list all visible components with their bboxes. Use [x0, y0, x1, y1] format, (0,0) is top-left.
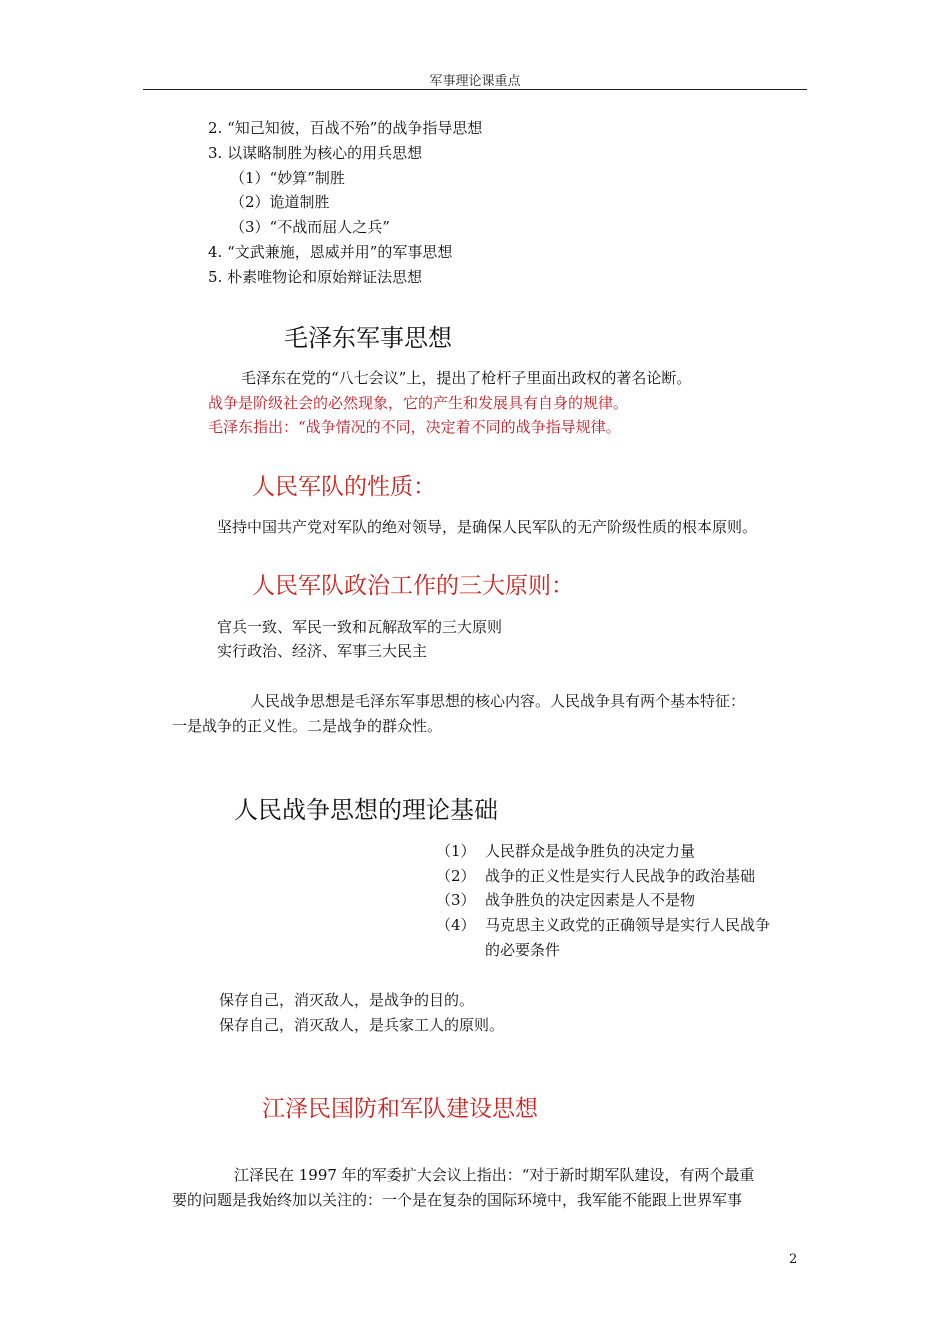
- list-item: （3）“不战而屈人之兵”: [230, 218, 390, 236]
- list-item-number: （1）: [436, 842, 476, 860]
- list-item: 战争的正义性是实行人民战争的政治基础: [485, 867, 756, 885]
- paragraph: 人民战争思想是毛泽东军事思想的核心内容。人民战争具有两个基本特征：: [250, 692, 746, 710]
- list-item-continuation: 的必要条件: [485, 941, 561, 959]
- paragraph: 要的问题是我始终加以关注的：一个是在复杂的国际环境中，我军能不能跟上世界军事: [172, 1191, 743, 1209]
- list-item: 5. 朴素唯物论和原始辩证法思想: [208, 268, 423, 286]
- paragraph: 实行政治、经济、军事三大民主: [217, 642, 428, 660]
- paragraph: 江泽民在 1997 年的军委扩大会议上指出：“对于新时期军队建设，有两个最重: [234, 1166, 755, 1184]
- paragraph: 保存自己，消灭敌人，是战争的目的。: [219, 991, 475, 1009]
- list-item-number: （2）: [436, 867, 476, 885]
- paragraph: 一是战争的正义性。二是战争的群众性。: [172, 717, 443, 735]
- header-divider: [143, 89, 807, 90]
- paragraph: 坚持中国共产党对军队的绝对领导，是确保人民军队的无产阶级性质的根本原则。: [217, 518, 758, 536]
- list-item: 4. “文武兼施，恩威并用”的军事思想: [208, 243, 453, 261]
- paragraph-red: 毛泽东指出：“战争情况的不同，决定着不同的战争指导规律。: [208, 418, 621, 436]
- section-heading-jiang: 江泽民国防和军队建设思想: [262, 1096, 538, 1122]
- list-item: 2. “知己知彼，百战不殆”的战争指导思想: [208, 119, 483, 137]
- list-item: 战争胜负的决定因素是人不是物: [485, 891, 696, 909]
- page-header-title: 军事理论课重点: [429, 74, 521, 89]
- section-heading-army-nature: 人民军队的性质：: [252, 474, 436, 500]
- section-heading-theory-basis: 人民战争思想的理论基础: [234, 796, 498, 824]
- section-heading-three-principles: 人民军队政治工作的三大原则：: [252, 573, 574, 599]
- paragraph: 保存自己，消灭敌人，是兵家工人的原则。: [219, 1016, 505, 1034]
- paragraph-red: 战争是阶级社会的必然现象，它的产生和发展具有自身的规律。: [208, 394, 629, 412]
- list-item: （1）“妙算”制胜: [230, 169, 345, 187]
- list-item: 人民群众是战争胜负的决定力量: [485, 842, 696, 860]
- list-item: （2）诡道制胜: [230, 193, 330, 211]
- section-heading-mao: 毛泽东军事思想: [284, 324, 452, 352]
- list-item: 马克思主义政党的正确领导是实行人民战争: [485, 916, 771, 934]
- list-item-number: （4）: [436, 916, 476, 934]
- paragraph: 毛泽东在党的“八七会议”上，提出了枪杆子里面出政权的著名论断。: [241, 369, 692, 387]
- page-number: 2: [789, 1252, 798, 1267]
- list-item: 3. 以谋略制胜为核心的用兵思想: [208, 144, 423, 162]
- paragraph: 官兵一致、军民一致和瓦解敌军的三大原则: [217, 618, 503, 636]
- list-item-number: （3）: [436, 891, 476, 909]
